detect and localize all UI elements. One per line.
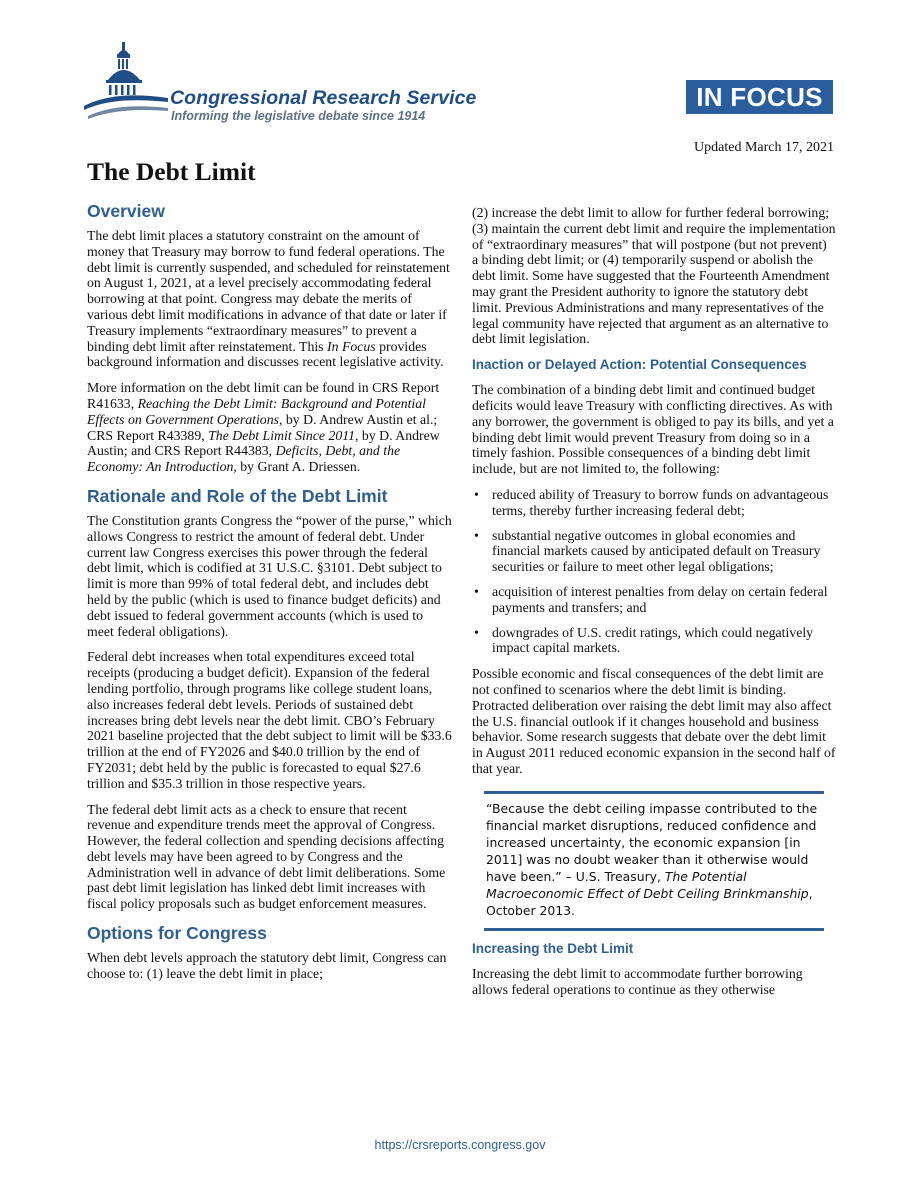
inaction-heading: Inaction or Delayed Action: Potential Consequences — [472, 357, 807, 373]
capitol-dome-logo-icon — [84, 40, 168, 124]
overview-paragraph-2: More information on the debt limit can be found in CRS Report R41633, Reaching the Debt Limit: Background and Potential Effects on Government Operations, by D. Andrew Austin et al.; CRS Report R43389, The Debt Limit Since 2011, by D. Andrew Austin; and CRS Report R44383, Deficits, Debt, and the Economy: An Introduction, by Grant A. Driessen. — [87, 380, 440, 475]
bullet-icon: • — [474, 624, 479, 640]
bullet-icon: • — [474, 486, 479, 502]
consequences-list — [472, 487, 836, 656]
increasing-heading: Increasing the Debt Limit — [472, 940, 634, 956]
treasury-quote-box — [484, 791, 824, 931]
quote-text: “Because the debt ceiling impasse contributed to the financial market disruptions, reduced confidence and increased uncertainty, the economic expansion [in 2011] was no doubt weaker than it otherwise would have been.” – U.S. Treasury, — [486, 800, 818, 884]
brand-name: Congressional Research Service — [170, 87, 477, 109]
quote-source: The Potential Macroeconomic Effect of Debt Ceiling Brinkmanship — [486, 868, 809, 901]
page-title: The Debt Limit — [87, 157, 256, 186]
overview-paragraph-1: The debt limit places a statutory constraint on the amount of money that Treasury may borrow to fund federal operations. The debt limit is currently suspended, and scheduled for reinstatement on August 1, 2021, at a level precisely accommodating federal borrowing at that point. Congress may debate the merits of various debt limit modifications in advance of that date or later if Treasury implements “extraordinary measures” to prevent a binding debt limit after reinstatement. This In Focus provides background information and discusses recent legislative activity. — [87, 228, 450, 370]
bullet-icon: • — [474, 527, 479, 543]
inaction-paragraph-1: The combination of a binding debt limit and continued budget deficits would leave Treasury with conflicting directives. As with any borrower, the government is obliged to pay its bills, and yet a binding debt limit would prevent Treasury from doing so in a timely fashion. Possible consequences of a binding debt limit include, but are not limited to, the following: — [472, 382, 834, 477]
rationale-paragraph-3: The federal debt limit acts as a check to ensure that recent revenue and expenditure trends meet the approval of Congress. However, the federal collection and spending decisions affecting debt levels may have been agreed to by Congress and the Administration well in advance of debt limit deliberations. Some past debt limit legislation has linked debt limit increases with fiscal policy proposals such as budget enforcement measures. — [87, 801, 446, 912]
right-column — [472, 205, 836, 1007]
list-item: • reduced ability of Treasury to borrow funds on advantageous terms, thereby further increasing federal debt; — [474, 486, 829, 518]
brand-tagline: Informing the legislative debate since 1914 — [171, 109, 426, 123]
list-item: • acquisition of interest penalties from delay on certain federal payments and transfers; and — [474, 583, 828, 615]
footer-url-link[interactable]: https://crsreports.congress.gov — [374, 1138, 546, 1152]
rationale-paragraph-2: Federal debt increases when total expenditures exceed total receipts (producing a budget deficit). Expansion of the federal lending portfolio, through programs like college student loans, also increases federal debt levels. Periods of sustained debt increases bring debt levels near the debt limit. CBO’s February 2021 baseline projected that the debt subject to limit will be $33.6 trillion at the end of FY2026 and $40.0 trillion by the end of FY2031; debt held by the public is forecasted to equal $27.6 trillion and $35.3 trillion in those respective years. — [87, 649, 452, 791]
quote-date: , October 2013. — [486, 885, 813, 918]
left-column — [87, 200, 453, 992]
increasing-paragraph-1: Increasing the debt limit to accommodate further borrowing allows federal operations to continue as they otherwise — [472, 965, 803, 997]
list-item: • substantial negative outcomes in global economies and financial markets caused by anticipated default on Treasury securities or failure to meet other legal obligations; — [474, 527, 821, 575]
in-focus-badge: IN FOCUS — [686, 80, 833, 114]
options-heading: Options for Congress — [87, 923, 267, 944]
options-paragraph-continued: (2) increase the debt limit to allow for further federal borrowing; (3) maintain the current debt limit and require the implementation of “extraordinary measures” that will postpone (but not prevent) a binding debt limit; or (4) temporarily suspend or abolish the debt limit. Some have suggested that the Fourteenth Amendment may grant the President authority to ignore the statutory debt limit. Previous Administrations and many representatives of the legal community have rejected that argument as an alternative to debt limit legislation. — [472, 205, 836, 347]
bullet-icon: • — [474, 583, 479, 599]
rationale-heading: Rationale and Role of the Debt Limit — [87, 485, 388, 506]
updated-date: Updated March 17, 2021 — [694, 140, 834, 155]
options-paragraph-start: When debt levels approach the statutory debt limit, Congress can choose to: (1) leave the debt limit in place; — [87, 950, 447, 981]
rationale-paragraph-1: The Constitution grants Congress the “power of the purse,” which allows Congress to restrict the amount of federal debt. Under current law Congress exercises this power through the federal debt limit, which is codified at 31 U.S.C. §3101. Debt subject to limit is more than 99% of total federal debt, and includes debt held by the public (which is used to finance budget deficits) and debt issued to federal government accounts (which is used to meet federal obligations). — [87, 512, 452, 639]
overview-heading: Overview — [87, 201, 165, 221]
inaction-paragraph-2: Possible economic and fiscal consequences of the debt limit are not confined to scenarios where the debt limit is binding. Protracted deliberation over raising the debt limit may also affect the U.S. financial outlook if it changes household and business behavior. Some research suggests that debate over the debt limit in August 2011 reduced economic expansion in the second half of that year. — [472, 666, 836, 776]
list-item: • downgrades of U.S. credit ratings, which could negatively impact capital markets. — [474, 624, 814, 656]
